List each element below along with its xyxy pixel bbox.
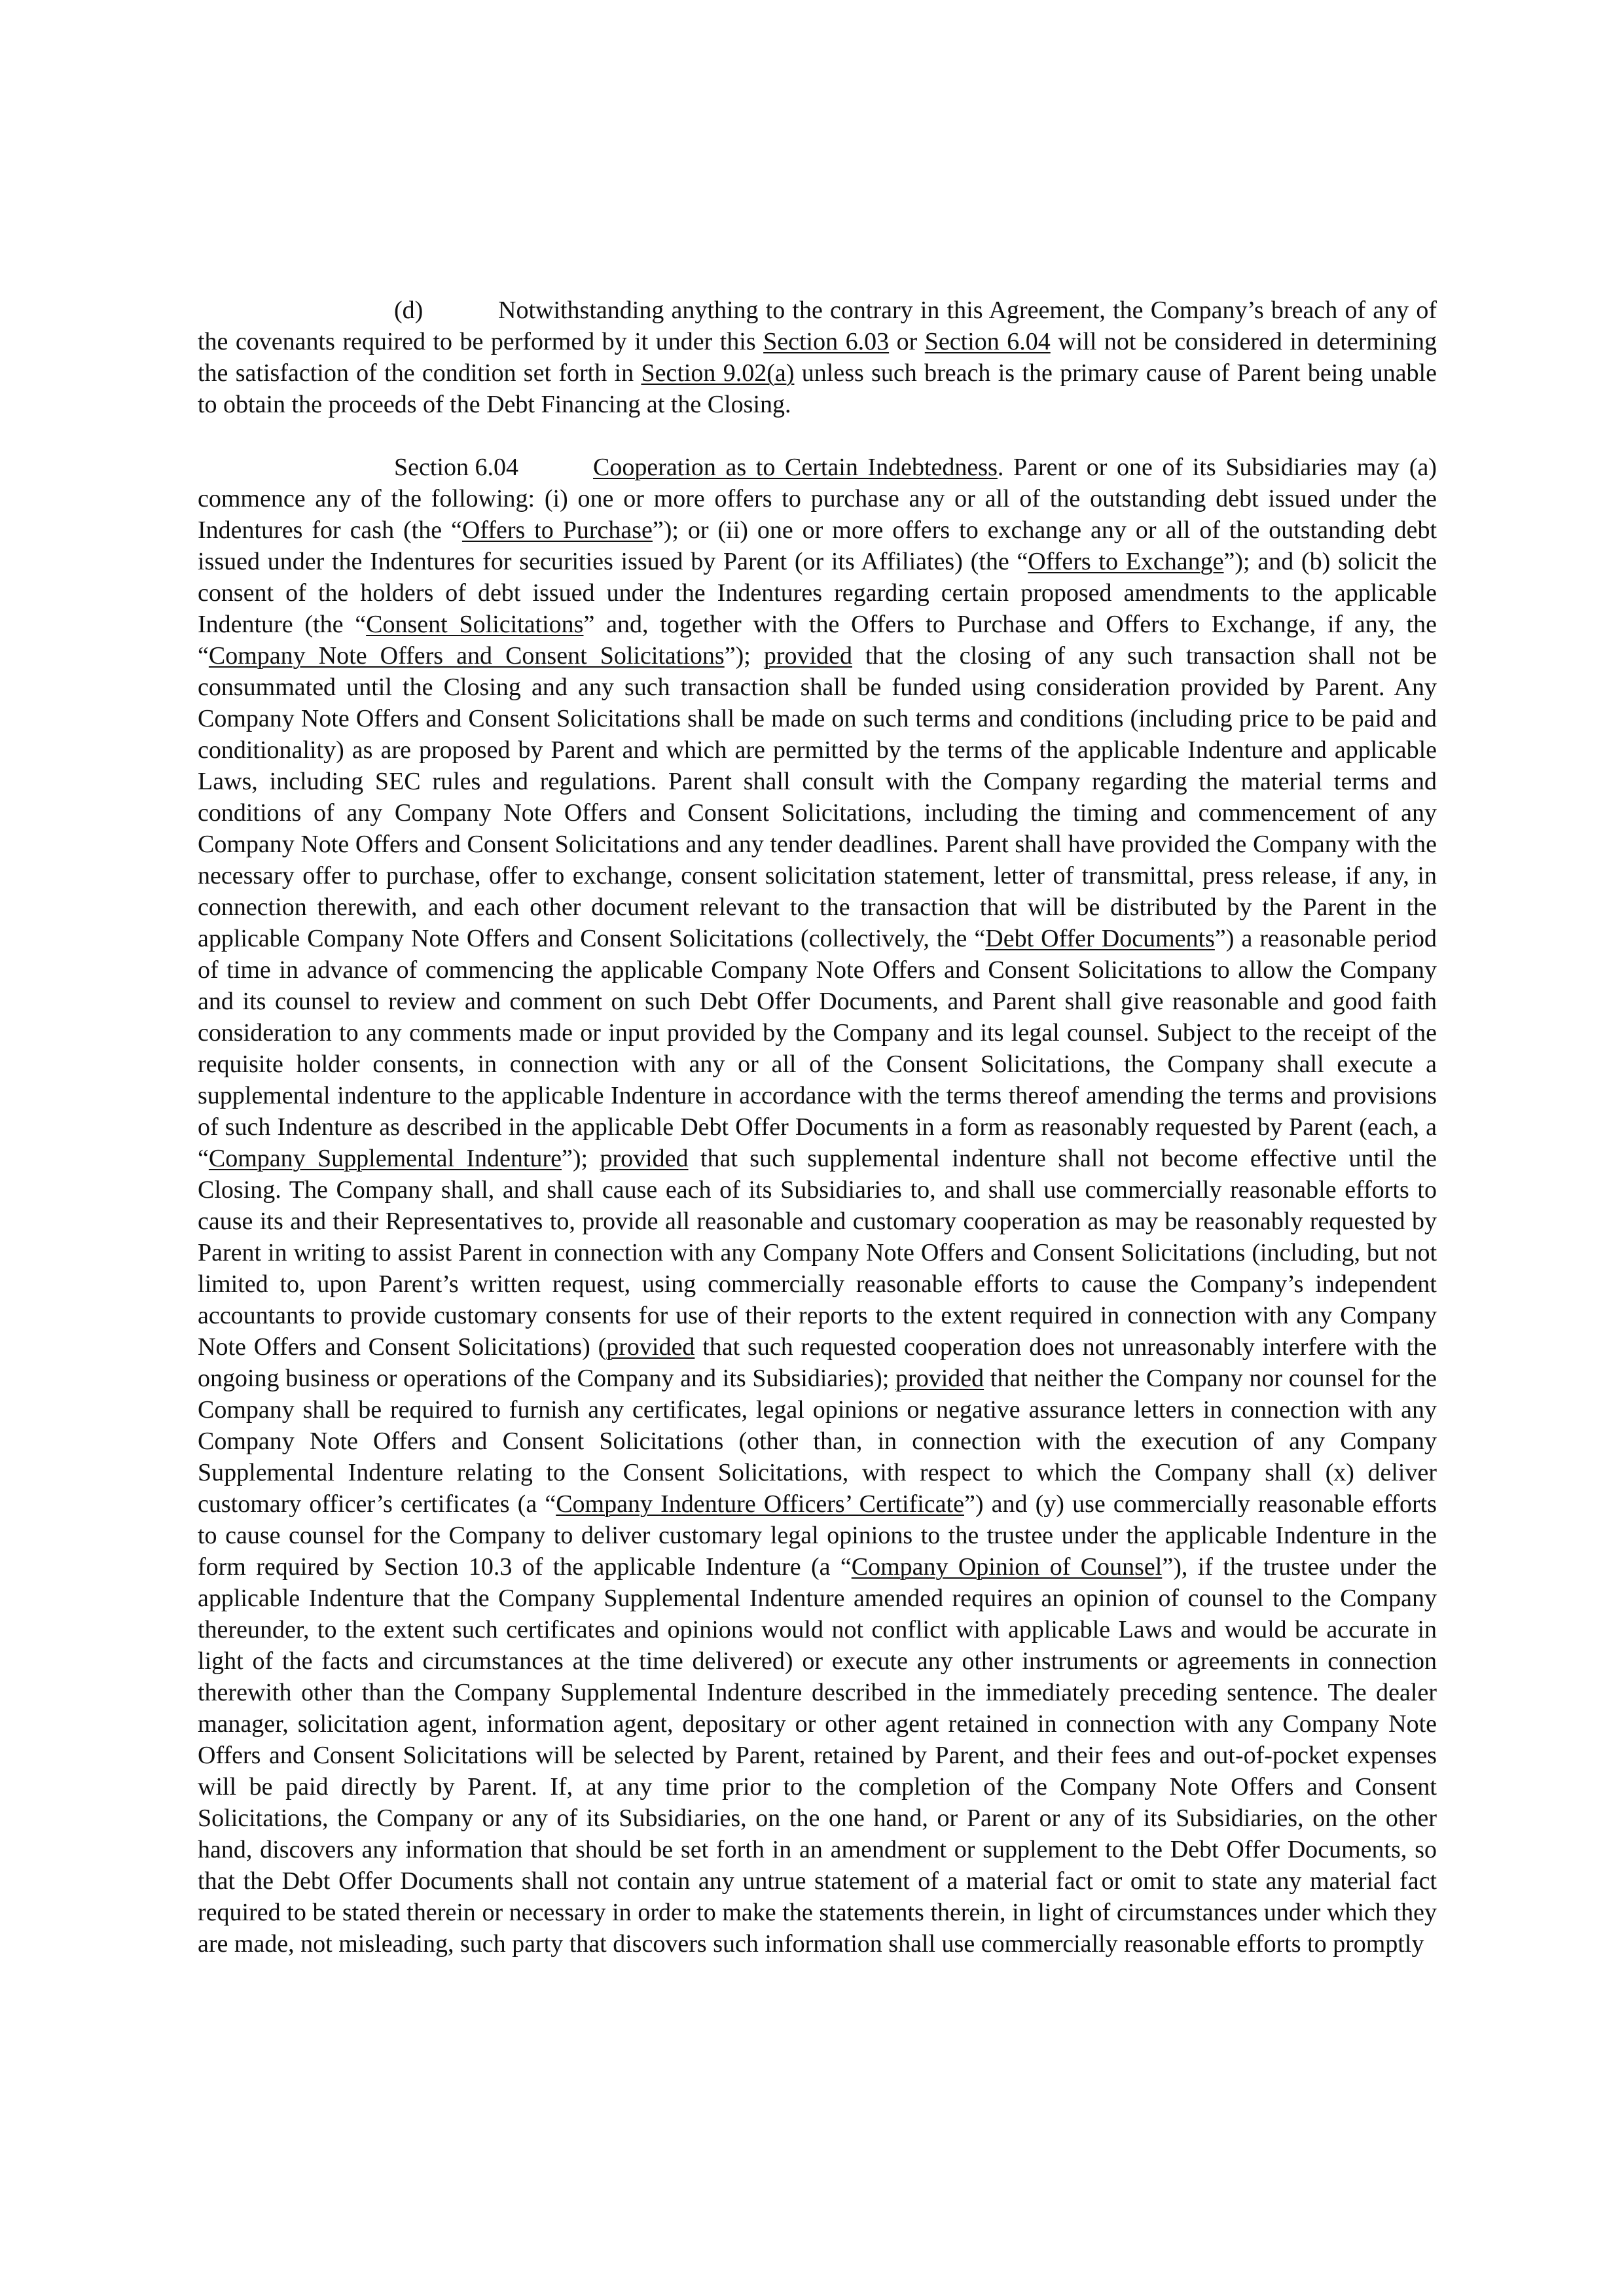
paragraph-d (198, 295, 1437, 420)
defined-term: Company Note Offers and Consent Solicitations (208, 642, 725, 670)
section-reference: Section 6.04 (924, 328, 1051, 355)
defined-term: Debt Offer Documents (985, 925, 1215, 952)
paragraph-text: ”); and (b) solicit the consent of the holders of debt issued under the Indentures regarding certain proposed amendments to the applicable Indenture (the “ (198, 548, 1437, 638)
proviso-term: provided (895, 1365, 984, 1392)
paragraph-text: ”), if the trustee under the applicable Indenture that the Company Supplemental Indenture amended requires an opinion of counsel to the Company thereunder, to the extent such certificates and opinions would not conflict with applicable Laws and would be accurate in light of the facts and circumstances at the time delivered) or execute any other instruments or agreements in connection therewith other than the Company Supplemental Indenture described in the immediately preceding sentence. The dealer manager, solicitation agent, information agent, depositary or other agent retained in connection with any Company Note Offers and Consent Solicitations will be selected by Parent, retained by Parent, and their fees and out-of-pocket expenses will be paid directly by Parent. If, at any time prior to the completion of the Company Note Offers and Consent Solicitations, the Company or any of its Subsidiaries, on the one hand, or Parent or any of its Subsidiaries, on the other hand, discovers any information that should be set forth in an amendment or supplement to the Debt Offer Documents, so that the Debt Offer Documents shall not contain any untrue statement of a material fact or omit to state any material fact required to be stated therein or necessary in order to make the statements therein, in light of circumstances under which they are made, not misleading, such party that discovers such information shall use commercially reasonable efforts to promptly (198, 1553, 1437, 1958)
paragraph-text: that the closing of any such transaction shall not be consummated until the Closing and any such transaction shall be funded using consideration provided by Parent. Any Company Note Offers and Consent Solicitations shall be made on such terms and conditions (including price to be paid and conditionality) as are proposed by Parent and which are permitted by the terms of the applicable Indenture and applicable Laws, including SEC rules and regulations. Parent shall consult with the Company regarding the material terms and conditions of any Company Note Offers and Consent Solicitations, including the timing and commencement of any Company Note Offers and Consent Solicitations and any tender deadlines. Parent shall have provided the Company with the necessary offer to purchase, offer to exchange, consent solicitation statement, letter of transmittal, press release, if any, in connection therewith, and each other document relevant to the transaction that will be distributed by the Parent in the applicable Company Note Offers and Consent Solicitations (collectively, the “ (198, 642, 1437, 952)
paragraph-label: (d) (394, 296, 424, 324)
defined-term: Company Indenture Officers’ Certificate (556, 1490, 964, 1518)
proviso-term: provided (600, 1145, 689, 1172)
paragraph-text: that neither the Company nor counsel for the Company shall be required to furnish any certificates, legal opinions or negative assurance letters in connection with any Company Note Offers and Consent Solicitations (other than, in connection with the execution of any Company Supplemental Indenture relating to the Consent Solicitations, with respect to which the Company shall (x) deliver customary officer’s certificates (a “ (198, 1365, 1437, 1518)
defined-term: Offers to Purchase (461, 516, 653, 544)
paragraph-text: unless such breach is the primary cause of Parent being unable to obtain the proceeds of the Debt Financing at the Closing. (198, 359, 1437, 418)
section-number: Section 6.04 (394, 454, 518, 481)
paragraph-text: that such supplemental indenture shall not become effective until the Closing. The Company shall, and shall cause each of its Subsidiaries to, and shall use commercially reasonable efforts to cause its and their Representatives to, provide all reasonable and customary cooperation as may be reasonably requested by Parent in writing to assist Parent in connection with any Company Note Offers and Consent Solicitations (including, but not limited to, upon Parent’s written request, using commercially reasonable efforts to cause the Company’s independent accountants to provide customary consents for use of their reports to the extent required in connection with any Company Note Offers and Consent Solicitations) ( (198, 1145, 1437, 1361)
section-heading: Cooperation as to Certain Indebtedness (593, 454, 998, 481)
paragraph-text: ”); (562, 1145, 600, 1172)
paragraph-text: ”); or (ii) one or more offers to exchange any or all of the outstanding debt issued under the Indentures for securities issued by Parent (or its Affiliates) (the “ (198, 516, 1437, 575)
section-reference: Section 6.03 (763, 328, 890, 355)
paragraph-text: ”) and (y) use commercially reasonable efforts to cause counsel for the Company to deliver customary legal opinions to the trustee under the applicable Indenture in the form required by Section 10.3 of the applicable Indenture (a “ (198, 1490, 1437, 1581)
paragraph-text: or (889, 328, 925, 355)
paragraph-text: will not be considered in determining the satisfaction of the condition set forth in (198, 328, 1437, 387)
paragraph-text: ”) a reasonable period of time in advance of commencing the applicable Company Note Offers and Consent Solicitations to allow the Company and its counsel to review and comment on such Debt Offer Documents, and Parent shall give reasonable and good faith consideration to any comments made or input provided by the Company and its legal counsel. Subject to the receipt of the requisite holder consents, in connection with any or all of the Consent Solicitations, the Company shall execute a supplemental indenture to the applicable Indenture in accordance with the terms thereof amending the terms and provisions of such Indenture as described in the applicable Debt Offer Documents in a form as reasonably requested by Parent (each, a “ (198, 925, 1437, 1172)
paragraph-text: ”); (724, 642, 764, 670)
paragraph-text: . Parent or one of its Subsidiaries may (a) commence any of the following: (i) one or more offers to purchase any or all of the outstanding debt issued under the Indentures for cash (the “ (198, 454, 1437, 544)
proviso-term: provided (606, 1333, 695, 1361)
section-reference: Section 9.02(a) (641, 359, 795, 387)
paragraph-text: ” and, together with the Offers to Purchase and Offers to Exchange, if any, the “ (198, 611, 1437, 670)
proviso-term: provided (763, 642, 852, 670)
defined-term: Offers to Exchange (1028, 548, 1224, 575)
defined-term: Company Opinion of Counsel (851, 1553, 1163, 1581)
defined-term: Company Supplemental Indenture (208, 1145, 562, 1172)
paragraph-text: that such requested cooperation does not unreasonably interfere with the ongoing business or operations of the Company and its Subsidiaries); (198, 1333, 1437, 1392)
section-6-04-paragraph (198, 452, 1437, 1960)
paragraph-text: Notwithstanding anything to the contrary in this Agreement, the Company’s breach of any of the covenants required to be performed by it under this (198, 296, 1437, 355)
defined-term: Consent Solicitations (366, 611, 584, 638)
